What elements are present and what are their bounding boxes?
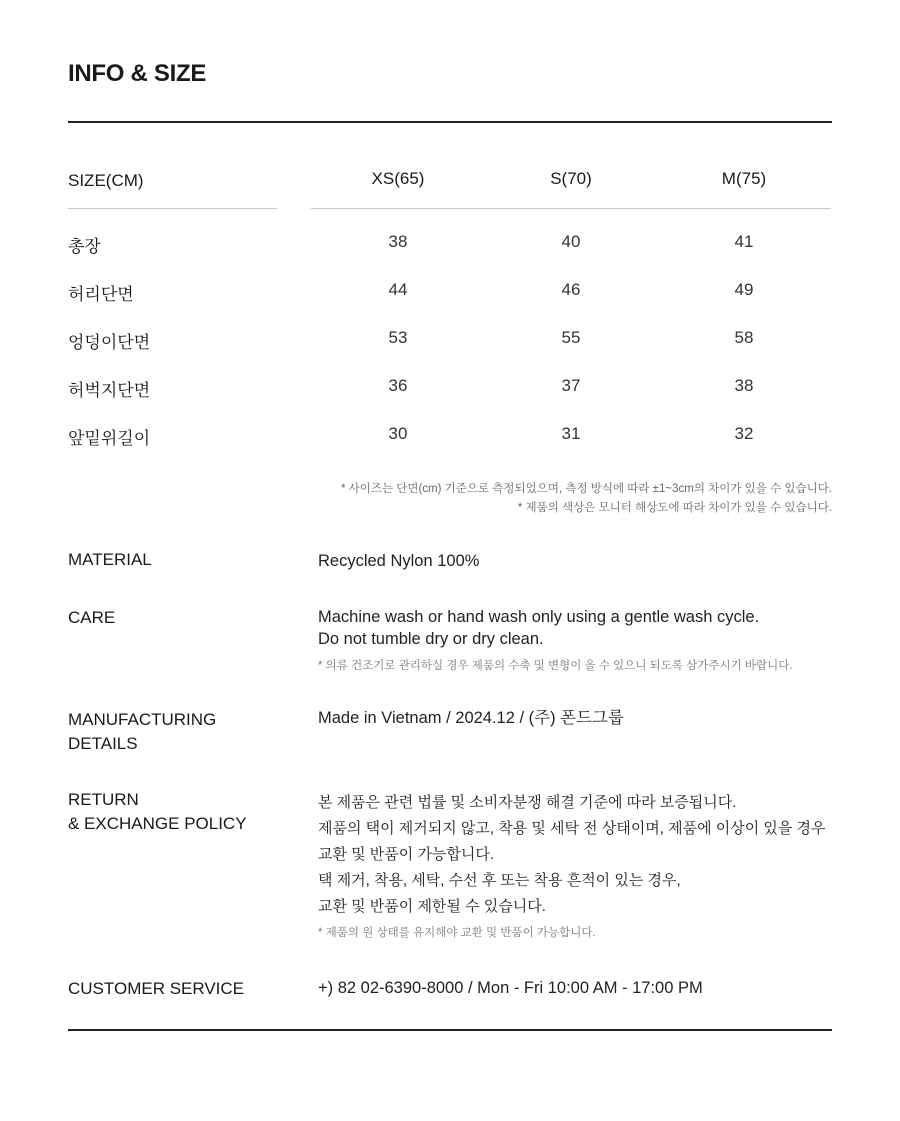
table-cell: 41 [734, 232, 754, 251]
policy-line: 제품의 택이 제거되지 않고, 착용 및 세탁 전 상태이며, 제품에 이상이 있을 경우 [318, 820, 826, 837]
table-cell: 40 [561, 232, 581, 251]
policy-note: * 제품의 원 상태를 유지해야 교환 및 반품이 가능합니다. [318, 927, 596, 939]
size-header-label: SIZE(CM) [68, 171, 144, 190]
table-cell: 36 [388, 376, 408, 395]
manufacturing-label-line: MANUFACTURING [68, 710, 217, 729]
row-label: 허리단면 [68, 285, 134, 304]
care-line: Machine wash or hand wash only using a gentle wash cycle. [318, 608, 760, 626]
size-note: * 사이즈는 단면(cm) 기준으로 측정되었으며, 측정 방식에 따라 ±1~3cm의 차이가 있을 수 있습니다. [340, 483, 832, 495]
customer-service-value: +) 82 02-6390-8000 / Mon - Fri 10:00 AM - 17:00 PM [318, 979, 703, 997]
row-label: 허벅지단면 [68, 381, 151, 400]
size-column-m: M(75) [721, 169, 767, 188]
table-row [0, 424, 900, 454]
policy-line: 택 제거, 착용, 세탁, 수선 후 또는 착용 흔적이 있는 경우, [318, 872, 681, 889]
policy-line: 본 제품은 관련 법률 및 소비자분쟁 해결 기준에 따라 보증됩니다. [318, 794, 737, 811]
care-note: * 의류 건조기로 관리하실 경우 제품의 수축 및 변형이 올 수 있으니 되도록 삼가주시기 바랍니다. [318, 660, 793, 672]
table-cell: 58 [734, 328, 754, 347]
table-cell: 32 [734, 424, 754, 443]
material-value: Recycled Nylon 100% [318, 552, 480, 570]
table-row [0, 280, 900, 310]
table-cell: 44 [388, 280, 408, 299]
return-label-line: RETURN [68, 790, 139, 809]
table-cell: 49 [734, 280, 754, 299]
care-label: CARE [68, 608, 116, 627]
page-title: INFO & SIZE [68, 60, 207, 87]
top-divider [68, 121, 832, 123]
table-cell: 53 [388, 328, 408, 347]
manufacturing-value: Made in Vietnam / 2024.12 / (주) 폰드그룹 [318, 709, 624, 727]
row-label: 앞밑위길이 [68, 429, 151, 448]
table-cell: 55 [561, 328, 581, 347]
bottom-divider [68, 1029, 832, 1031]
table-cell: 38 [388, 232, 408, 251]
table-cell: 30 [388, 424, 408, 443]
policy-line: 교환 및 반품이 가능합니다. [318, 846, 495, 863]
table-cell: 31 [561, 424, 581, 443]
size-column-xs: XS(65) [371, 169, 425, 188]
customer-service-label: CUSTOMER SERVICE [68, 979, 245, 998]
size-column-s: S(70) [550, 169, 592, 188]
return-label-line: & EXCHANGE POLICY [68, 814, 247, 833]
color-note: * 제품의 색상은 모니터 해상도에 따라 차이가 있을 수 있습니다. [517, 502, 832, 514]
table-row [0, 328, 900, 358]
row-label: 총장 [68, 237, 101, 256]
table-cell: 38 [734, 376, 754, 395]
policy-line: 교환 및 반품이 제한될 수 있습니다. [318, 898, 546, 915]
table-row [0, 376, 900, 406]
material-label: MATERIAL [68, 550, 152, 569]
header-divider-left [68, 208, 277, 209]
table-row [0, 232, 900, 262]
care-line: Do not tumble dry or dry clean. [318, 630, 544, 648]
header-divider-right [311, 208, 831, 209]
row-label: 엉덩이단면 [68, 333, 151, 352]
table-cell: 46 [561, 280, 581, 299]
table-cell: 37 [561, 376, 581, 395]
manufacturing-label-line: DETAILS [68, 734, 138, 753]
